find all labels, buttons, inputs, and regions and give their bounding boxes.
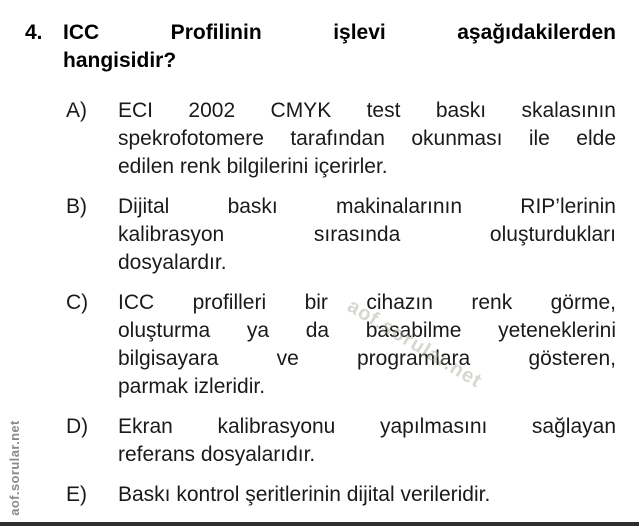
watermark-vertical: aof.sorular.net	[7, 420, 22, 516]
watermark-diagonal: aof.sorular.net	[343, 294, 486, 393]
option-c-line: parmak izleridir.	[118, 375, 266, 398]
option-c[interactable]	[66, 289, 616, 401]
question-text	[63, 19, 616, 75]
option-e-letter: E)	[66, 483, 87, 506]
option-e-text	[118, 481, 616, 509]
option-a-line: ECI 2002 CMYK test baskı skalasının	[118, 99, 616, 122]
question-text-line: hangisidir?	[63, 49, 177, 72]
option-d-line: referans dosyalarıdır.	[118, 443, 316, 466]
option-e-line: Baskı kontrol şeritlerinin dijital verileridir.	[118, 483, 491, 506]
option-c-letter: C)	[66, 291, 89, 314]
option-d[interactable]	[66, 413, 616, 469]
option-d-line: Ekran kalibrasyonu yapılmasını sağlayan	[118, 415, 616, 438]
option-a-line: spekrofotomere tarafından okunması ile elde	[118, 127, 616, 150]
option-a-letter: A)	[66, 99, 87, 122]
option-d-text	[118, 413, 616, 469]
question-number: 4.	[25, 21, 43, 44]
option-e[interactable]	[66, 481, 616, 509]
option-c-text	[118, 289, 616, 401]
option-b-line: Dijital baskı makinalarının RIP’lerinin	[118, 195, 616, 218]
option-b[interactable]	[66, 193, 616, 277]
option-b-line: kalibrasyon sırasında oluşturdukları	[118, 223, 616, 246]
bottom-divider	[0, 522, 639, 526]
option-d-letter: D)	[66, 415, 89, 438]
question-text-line: ICC Profilinin işlevi aşağıdakilerden	[63, 21, 616, 44]
options-list	[66, 97, 616, 509]
option-c-line: ICC profilleri bir cihazın renk görme,	[118, 291, 616, 314]
option-c-line: oluşturma ya da basabilme yeteneklerini	[118, 319, 616, 342]
question-block	[0, 0, 639, 75]
option-a[interactable]	[66, 97, 616, 181]
option-b-letter: B)	[66, 195, 87, 218]
option-b-text	[118, 193, 616, 277]
option-b-line: dosyalardır.	[118, 251, 227, 274]
option-a-line: edilen renk bilgilerini içerirler.	[118, 155, 388, 178]
option-a-text	[118, 97, 616, 181]
option-c-line: bilgisayara ve programlara gösteren,	[118, 347, 616, 370]
